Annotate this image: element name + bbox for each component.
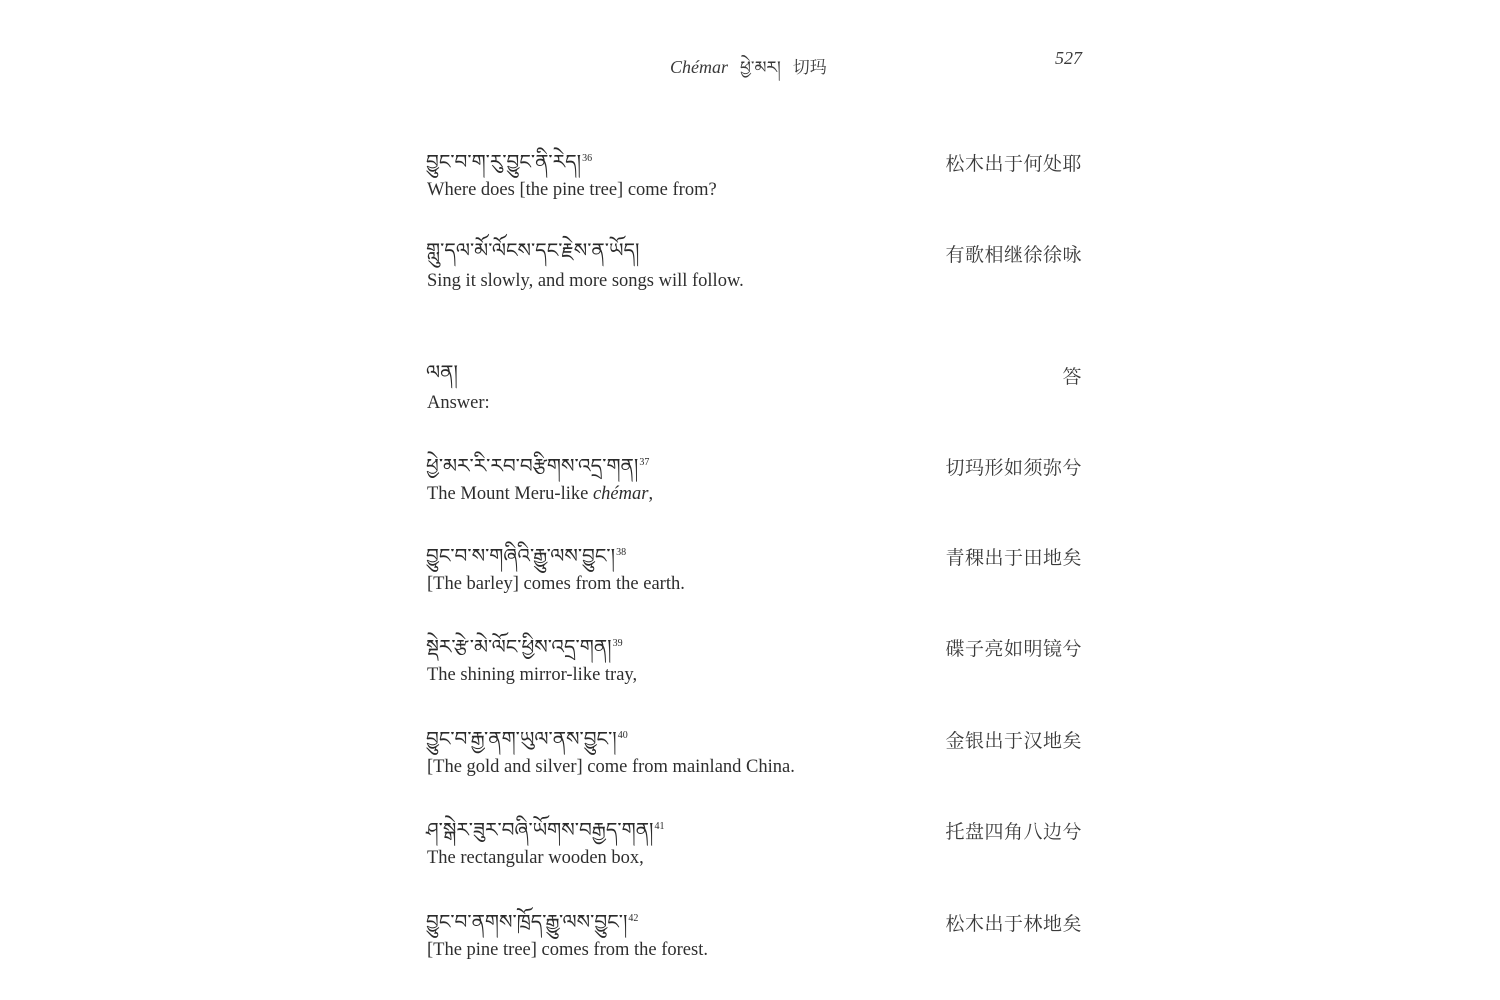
tibetan-text: གླུ་དལ་མོ་ལོངས་དང་རྗེས་ན་ཡོད།: [426, 238, 640, 262]
footnote-marker[interactable]: 37: [639, 457, 650, 468]
verse-chinese: 切玛形如须弥兮: [945, 457, 1082, 479]
tibetan-text: བྱུང་བ་རྒྱ་ནག་ཡུལ་ནས་བྱུང་།: [426, 726, 617, 751]
page-number: 527: [1055, 48, 1082, 68]
verse-chinese: 托盘四角八边兮: [945, 821, 1082, 843]
english-italic-term: chémar: [592, 484, 649, 504]
verse-chinese: 碟子亮如明镜兮: [945, 638, 1082, 660]
footnote-marker[interactable]: 42: [628, 913, 639, 924]
verse-chinese: 青稞出于田地矣: [945, 547, 1082, 569]
header-title-tibetan: ཕྱེ་མར།: [740, 58, 781, 78]
verse-42: [426, 903, 1082, 973]
verse-tibetan: [426, 447, 649, 479]
verse-english: The rectangular wooden box,: [427, 848, 644, 868]
running-header: [426, 44, 1082, 76]
verse-english: Answer:: [427, 393, 490, 413]
footnote-marker[interactable]: 40: [617, 730, 628, 741]
verse-tibetan: [426, 143, 592, 175]
footnote-marker[interactable]: 39: [612, 638, 623, 649]
verse-tibetan: [426, 356, 458, 388]
verse-chinese: 松木出于林地矣: [945, 913, 1082, 935]
tibetan-text: ལན།: [426, 360, 458, 384]
verse-english: The shining mirror-like tray,: [427, 665, 638, 685]
verse-39: [426, 628, 1082, 698]
verse-37: [426, 447, 1082, 517]
verse-chinese: 答: [1062, 366, 1082, 388]
english-text: The Mount Meru-like: [427, 484, 593, 504]
tibetan-text: བྱུང་བ་ནགས་ཁྲོད་རྒྱུ་ལས་བྱུང་།: [426, 909, 628, 934]
verse-40: [426, 720, 1082, 790]
verse-tibetan: [426, 720, 628, 752]
verse-chinese: 金银出于汉地矣: [945, 730, 1082, 752]
header-title: [670, 48, 827, 96]
verse-english: [The pine tree] comes from the forest.: [427, 940, 708, 960]
tibetan-text: ཕྱེ་མར་རི་རབ་བརྩིགས་འདྲ་གན།: [426, 453, 639, 478]
tibetan-text: ཤ་སྒེར་ཟུར་བཞི་ཡོགས་བརྒྱད་གན།: [426, 817, 654, 842]
english-punctuation: ,: [648, 484, 654, 504]
verse-36: [426, 143, 1082, 213]
verse-tibetan: [426, 234, 639, 266]
verse-tibetan: [426, 811, 664, 843]
verse-english: Where does [the pine tree] come from?: [427, 180, 717, 200]
footnote-marker[interactable]: 36: [582, 153, 593, 164]
footnote-marker[interactable]: 41: [654, 821, 665, 832]
verse-tibetan: [426, 628, 623, 660]
verse-chinese: 有歌相继徐徐咏: [945, 244, 1082, 266]
header-title-chinese: 切玛: [792, 58, 827, 78]
verse-english: Sing it slowly, and more songs will follow.: [427, 271, 744, 291]
verse-tibetan: [426, 903, 638, 935]
verse-tibetan: [426, 537, 626, 569]
verse-38: [426, 537, 1082, 607]
answer-heading: [426, 356, 1082, 426]
verse-english: [The barley] comes from the earth.: [427, 574, 685, 594]
verse-english: [427, 484, 653, 505]
verse-chinese: 松木出于何处耶: [945, 153, 1082, 175]
footnote-marker[interactable]: 38: [616, 547, 627, 558]
tibetan-text: བྱུང་བ་ས་གཞིའི་རྒྱུ་ལས་བྱུང་།: [426, 543, 616, 568]
tibetan-text: སྡེར་རྩེ་མེ་ལོང་ཕྱིས་འདྲ་གན།: [426, 634, 612, 659]
verse-41: [426, 811, 1082, 881]
verse-sing: [426, 234, 1082, 304]
header-title-latin: Chémar: [670, 57, 728, 77]
verse-english: [The gold and silver] come from mainland China.: [427, 757, 795, 777]
tibetan-text: བྱུང་བ་ག་རུ་བྱུང་ནི་རེད།: [426, 149, 582, 174]
